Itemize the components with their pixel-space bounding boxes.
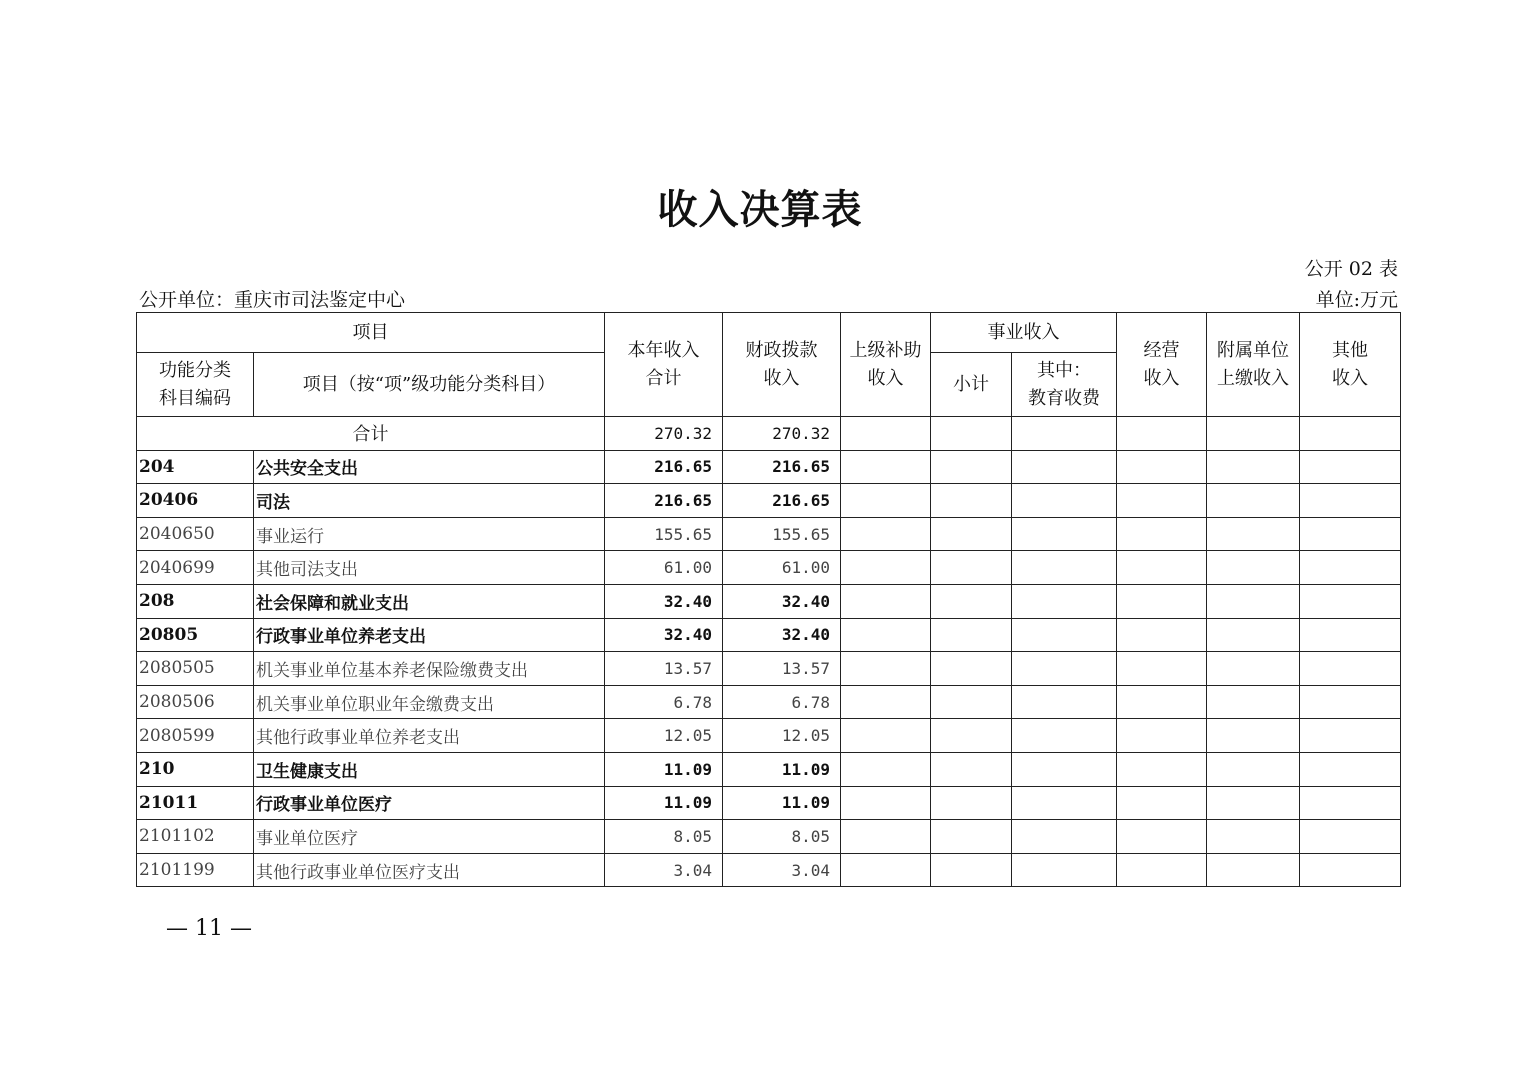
form-number: 公开 02 表: [1304, 258, 1398, 280]
table-row: [137, 551, 1401, 585]
row-name: 公共安全支出: [254, 450, 605, 484]
header-superior: 上级补助 收入: [841, 313, 931, 417]
row-total: 6.78: [605, 685, 723, 719]
header-fiscal: 财政拨款 收入: [723, 313, 841, 417]
row-fiscal: 12.05: [723, 719, 841, 753]
table-row: [137, 517, 1401, 551]
reporting-unit: 公开单位：重庆市司法鉴定中心: [139, 289, 406, 311]
table-row: [137, 820, 1401, 854]
row-code: 2080506: [137, 685, 254, 719]
row-fiscal: 216.65: [723, 450, 841, 484]
row-code: 20406: [137, 484, 254, 518]
row-fiscal: 8.05: [723, 820, 841, 854]
header-total: 本年收入 合计: [605, 313, 723, 417]
total-row: [137, 417, 1401, 451]
header-name: 项目（按“项”级功能分类科目）: [254, 353, 605, 417]
row-name: 司法: [254, 484, 605, 518]
page-title: 收入决算表: [657, 186, 863, 233]
row-total: 32.40: [605, 618, 723, 652]
row-code: 20805: [137, 618, 254, 652]
row-total: 13.57: [605, 652, 723, 686]
header-edu-fee: 其中： 教育收费: [1012, 353, 1117, 417]
row-code: 2101102: [137, 820, 254, 854]
table-row: [137, 652, 1401, 686]
row-fiscal: 11.09: [723, 786, 841, 820]
currency-unit: 单位:万元: [1315, 289, 1398, 311]
row-code: 2040699: [137, 551, 254, 585]
table-row: [137, 584, 1401, 618]
table-row: [137, 752, 1401, 786]
row-code: 2080505: [137, 652, 254, 686]
row-code: 21011: [137, 786, 254, 820]
row-code: 2040650: [137, 517, 254, 551]
row-code: 210: [137, 752, 254, 786]
row-total: 61.00: [605, 551, 723, 585]
row-fiscal: 155.65: [723, 517, 841, 551]
row-name: 社会保障和就业支出: [254, 584, 605, 618]
row-name: 其他行政事业单位医疗支出: [254, 853, 605, 887]
table-row: [137, 786, 1401, 820]
row-code: 2101199: [137, 853, 254, 887]
total-amount: 270.32: [605, 417, 723, 451]
row-name: 事业单位医疗: [254, 820, 605, 854]
header-subtotal: 小计: [931, 353, 1012, 417]
row-total: 11.09: [605, 752, 723, 786]
row-fiscal: 61.00: [723, 551, 841, 585]
row-name: 机关事业单位职业年金缴费支出: [254, 685, 605, 719]
table-row: [137, 450, 1401, 484]
row-fiscal: 32.40: [723, 618, 841, 652]
header-code: 功能分类 科目编码: [137, 353, 254, 417]
row-fiscal: 13.57: [723, 652, 841, 686]
row-fiscal: 3.04: [723, 853, 841, 887]
row-total: 8.05: [605, 820, 723, 854]
row-fiscal: 216.65: [723, 484, 841, 518]
row-fiscal: 6.78: [723, 685, 841, 719]
table-row: [137, 685, 1401, 719]
header-operating: 经营 收入: [1117, 313, 1207, 417]
header-affiliated: 附属单位 上缴收入: [1207, 313, 1300, 417]
income-table: [136, 312, 1401, 887]
row-total: 216.65: [605, 484, 723, 518]
row-total: 12.05: [605, 719, 723, 753]
row-fiscal: 11.09: [723, 752, 841, 786]
row-total: 216.65: [605, 450, 723, 484]
table-row: [137, 719, 1401, 753]
row-fiscal: 32.40: [723, 584, 841, 618]
page-number: — 11 —: [166, 916, 252, 941]
row-name: 行政事业单位养老支出: [254, 618, 605, 652]
row-code: 208: [137, 584, 254, 618]
table-row: [137, 484, 1401, 518]
row-total: 32.40: [605, 584, 723, 618]
row-code: 204: [137, 450, 254, 484]
header-other: 其他 收入: [1300, 313, 1401, 417]
row-total: 11.09: [605, 786, 723, 820]
table-row: [137, 853, 1401, 887]
row-name: 其他司法支出: [254, 551, 605, 585]
row-name: 机关事业单位基本养老保险缴费支出: [254, 652, 605, 686]
row-name: 事业运行: [254, 517, 605, 551]
total-fiscal: 270.32: [723, 417, 841, 451]
row-code: 2080599: [137, 719, 254, 753]
header-project: 项目: [137, 313, 605, 353]
row-name: 卫生健康支出: [254, 752, 605, 786]
total-label: 合计: [137, 417, 605, 451]
row-name: 行政事业单位医疗: [254, 786, 605, 820]
row-total: 155.65: [605, 517, 723, 551]
table-row: [137, 618, 1401, 652]
header-business: 事业收入: [931, 313, 1117, 353]
row-name: 其他行政事业单位养老支出: [254, 719, 605, 753]
row-total: 3.04: [605, 853, 723, 887]
